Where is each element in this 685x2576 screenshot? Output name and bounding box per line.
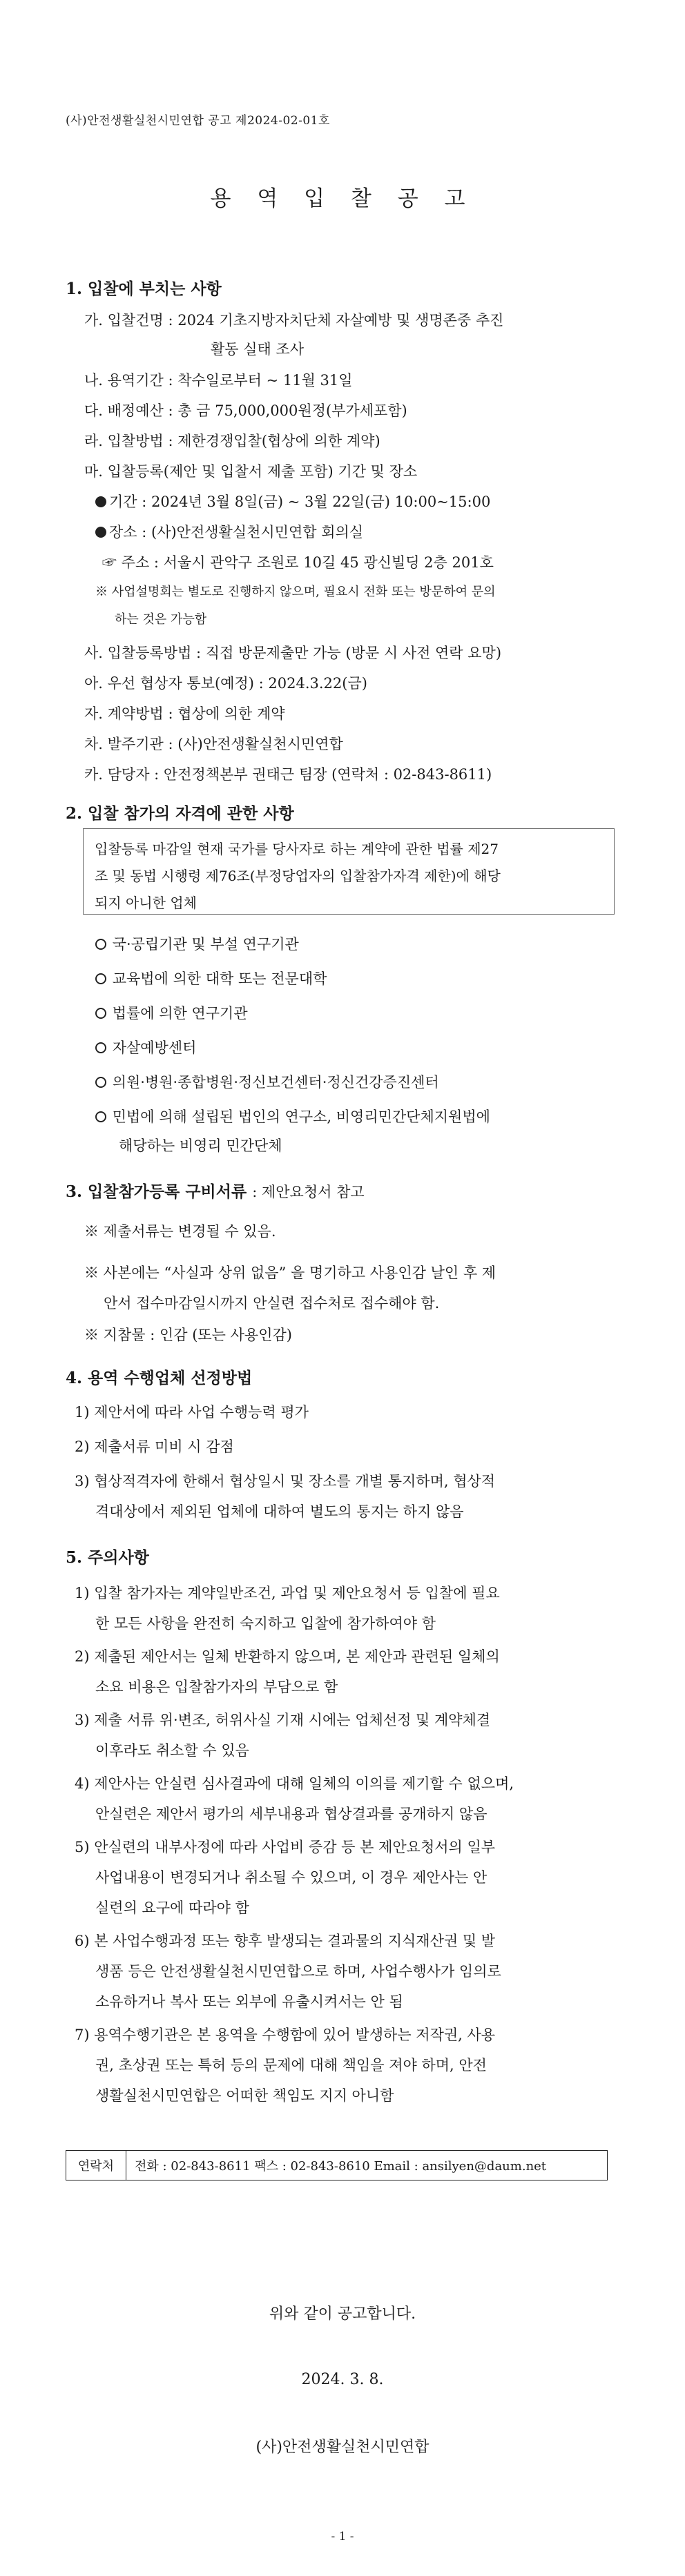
caution-line: 5) 안실련의 내부사정에 따라 사업비 증감 등 본 제안요청서의 일부: [75, 1839, 496, 1855]
notice-date: 2024. 3. 8.: [301, 2371, 384, 2388]
circle-bullet-icon: [95, 973, 106, 984]
caution-line: 4) 제안사는 안실련 심사결과에 대해 일체의 이의를 제기할 수 없으며,: [75, 1775, 514, 1792]
item-ma: 마. 입찰등록(제안 및 입찰서 제출 포함) 기간 및 장소: [84, 463, 418, 480]
note-line1: ※ 사업설명회는 별도로 진행하지 않으며, 필요시 전화 또는 방문하여 문의: [95, 585, 496, 599]
section-4-heading: 4. 용역 수행업체 선정방법: [66, 1369, 253, 1387]
circle-bullet-icon: [95, 1008, 106, 1019]
qualification-item: 국·공립기관 및 부설 연구기관: [95, 933, 299, 954]
bullet-dot-icon: [95, 496, 106, 507]
caution-line: 7) 용역수행기관은 본 용역을 수행함에 있어 발생하는 저작권, 사용: [75, 2027, 496, 2043]
caution-line: 6) 본 사업수행과정 또는 향후 발생되는 결과물의 지식재산권 및 발: [75, 1933, 496, 1949]
period-line: [95, 491, 490, 511]
qualification-item: 민법에 의해 설립된 법인의 연구소, 비영리민간단체지원법에: [95, 1106, 490, 1126]
caution-line: 1) 입찰 참가자는 계약일반조건, 과업 및 제안요청서 등 입찰에 필요: [75, 1585, 500, 1601]
address-line: ☞ 주소 : 서울시 관악구 조원로 10길 45 광신빌딩 2층 201호: [102, 554, 494, 571]
circle-bullet-icon: [95, 939, 106, 950]
qualification-item: 의원·병원·종합병원·정신보건센터·정신건강증진센터: [95, 1071, 439, 1092]
caution-line: 안실련은 제안서 평가의 세부내용과 협상결과를 공개하지 않음: [95, 1806, 488, 1822]
caution-line: 3) 제출 서류 위·변조, 허위사실 기재 시에는 업체선정 및 계약체결: [75, 1712, 491, 1728]
qualification-item: 법률에 의한 연구기관: [95, 1002, 248, 1023]
docs-note3: ※ 지참물 : 인감 (또는 사용인감): [84, 1327, 292, 1343]
item-na: 나. 용역기간 : 착수일로부터 ~ 11월 31일: [84, 372, 353, 389]
note-line2: 하는 것은 가능함: [115, 612, 207, 627]
qualification-item-cont: 해당하는 비영리 민간단체: [119, 1138, 282, 1154]
item-cha: 차. 발주기관 : (사)안전생활실천시민연합: [84, 736, 343, 752]
circle-bullet-icon: [95, 1111, 106, 1122]
contact-info: 전화 : 02-843-8611 팩스 : 02-843-8610 Email : ansilyen@daum.net: [135, 2159, 547, 2174]
contact-box: [66, 2150, 608, 2180]
contact-label: 연락처: [66, 2151, 126, 2180]
qualification-box: [83, 828, 615, 915]
section-3-heading: 3. 입찰참가등록 구비서류 : 제안요청서 참고: [66, 1182, 365, 1201]
caution-line: 사업내용이 변경되거나 취소될 수 있으며, 이 경우 제안사는 안: [95, 1869, 488, 1886]
place-text: 장소 : (사)안전생활실천시민연합 회의실: [109, 524, 364, 540]
caution-line: 생활실천시민연합은 어떠한 책임도 지지 아니함: [95, 2087, 394, 2104]
circle-bullet-icon: [95, 1077, 106, 1088]
caution-line: 실련의 요구에 따라야 함: [95, 1900, 249, 1916]
docs-note1: ※ 제출서류는 변경될 수 있음.: [84, 1223, 276, 1240]
qualification-item: 자살예방센터: [95, 1037, 196, 1057]
item-sa: 사. 입찰등록방법 : 직접 방문제출만 가능 (방문 시 사전 연락 요망): [84, 645, 502, 661]
item-a: 아. 우선 협상자 통보(예정) : 2024.3.22(금): [84, 675, 367, 692]
qualification-item: 교육법에 의한 대학 또는 전문대학: [95, 968, 327, 988]
caution-line: 소요 비용은 입찰참가자의 부담으로 함: [95, 1679, 338, 1695]
item-ga-line1: 가. 입찰건명 : 2024 기초지방자치단체 자살예방 및 생명존중 추진: [84, 312, 504, 329]
notice-number: (사)안전생활실천시민연합 공고 제2024-02-01호: [66, 114, 330, 128]
docs-note2a: ※ 사본에는 “사실과 상위 없음” 을 명기하고 사용인감 날인 후 제: [84, 1265, 496, 1281]
caution-line: 2) 제출된 제안서는 일체 반환하지 않으며, 본 제안과 관련된 일체의: [75, 1648, 500, 1665]
circle-bullet-icon: [95, 1042, 106, 1053]
item-da: 다. 배정예산 : 총 금 75,000,000원정(부가세포함): [84, 402, 407, 419]
caution-line: 이후라도 취소할 수 있음: [95, 1742, 249, 1759]
section-5-heading: 5. 주의사항: [66, 1548, 149, 1567]
issuing-organization: (사)안전생활실천시민연합: [255, 2439, 430, 2456]
place-line: [95, 521, 363, 542]
page-number: - 1 -: [331, 2530, 354, 2544]
bullet-dot-icon: [95, 527, 106, 538]
section-1-heading: 1. 입찰에 부치는 사항: [66, 280, 222, 298]
item-ja: 자. 계약방법 : 협상에 의한 계약: [84, 705, 285, 722]
closing-statement: 위와 같이 공고합니다.: [269, 2305, 416, 2323]
caution-line: 권, 초상권 또는 특허 등의 문제에 대해 책임을 져야 하며, 안전: [95, 2057, 487, 2074]
selection-item-3b: 격대상에서 제외된 업체에 대하여 별도의 통지는 하지 않음: [95, 1503, 464, 1520]
item-ka: 카. 담당자 : 안전정책본부 권태근 팀장 (연락처 : 02-843-8611): [84, 766, 492, 783]
caution-line: 소유하거나 복사 또는 외부에 유출시켜서는 안 됨: [95, 1993, 403, 2010]
docs-note2b: 안서 접수마감일시까지 안실련 접수처로 접수해야 함.: [104, 1295, 440, 1311]
qualification-line1: 입찰등록 마감일 현재 국가를 당사자로 하는 계약에 관한 법률 제27: [95, 841, 499, 857]
page-title: 용 역 입 찰 공 고: [210, 186, 475, 211]
caution-line: 한 모든 사항을 완전히 숙지하고 입찰에 참가하여야 함: [95, 1615, 436, 1632]
selection-item-1: 1) 제안서에 따라 사업 수행능력 평가: [75, 1404, 309, 1421]
selection-item-2: 2) 제출서류 미비 시 감점: [75, 1438, 234, 1455]
qualification-line3: 되지 아니한 업체: [95, 895, 197, 911]
selection-item-3a: 3) 협상적격자에 한해서 협상일시 및 장소를 개별 통지하며, 협상적: [75, 1473, 496, 1490]
section-2-heading: 2. 입찰 참가의 자격에 관한 사항: [66, 804, 294, 823]
item-ra: 라. 입찰방법 : 제한경쟁입찰(협상에 의한 계약): [84, 433, 380, 449]
caution-line: 생품 등은 안전생활실천시민연합으로 하며, 사업수행사가 임의로: [95, 1963, 501, 1980]
item-ga-line2: 활동 실태 조사: [211, 341, 305, 358]
qualification-line2: 조 및 동법 시행령 제76조(부정당업자의 입찰참가자격 제한)에 해당: [95, 868, 501, 884]
period-text: 기간 : 2024년 3월 8일(금) ~ 3월 22일(금) 10:00~15:00: [109, 494, 491, 510]
